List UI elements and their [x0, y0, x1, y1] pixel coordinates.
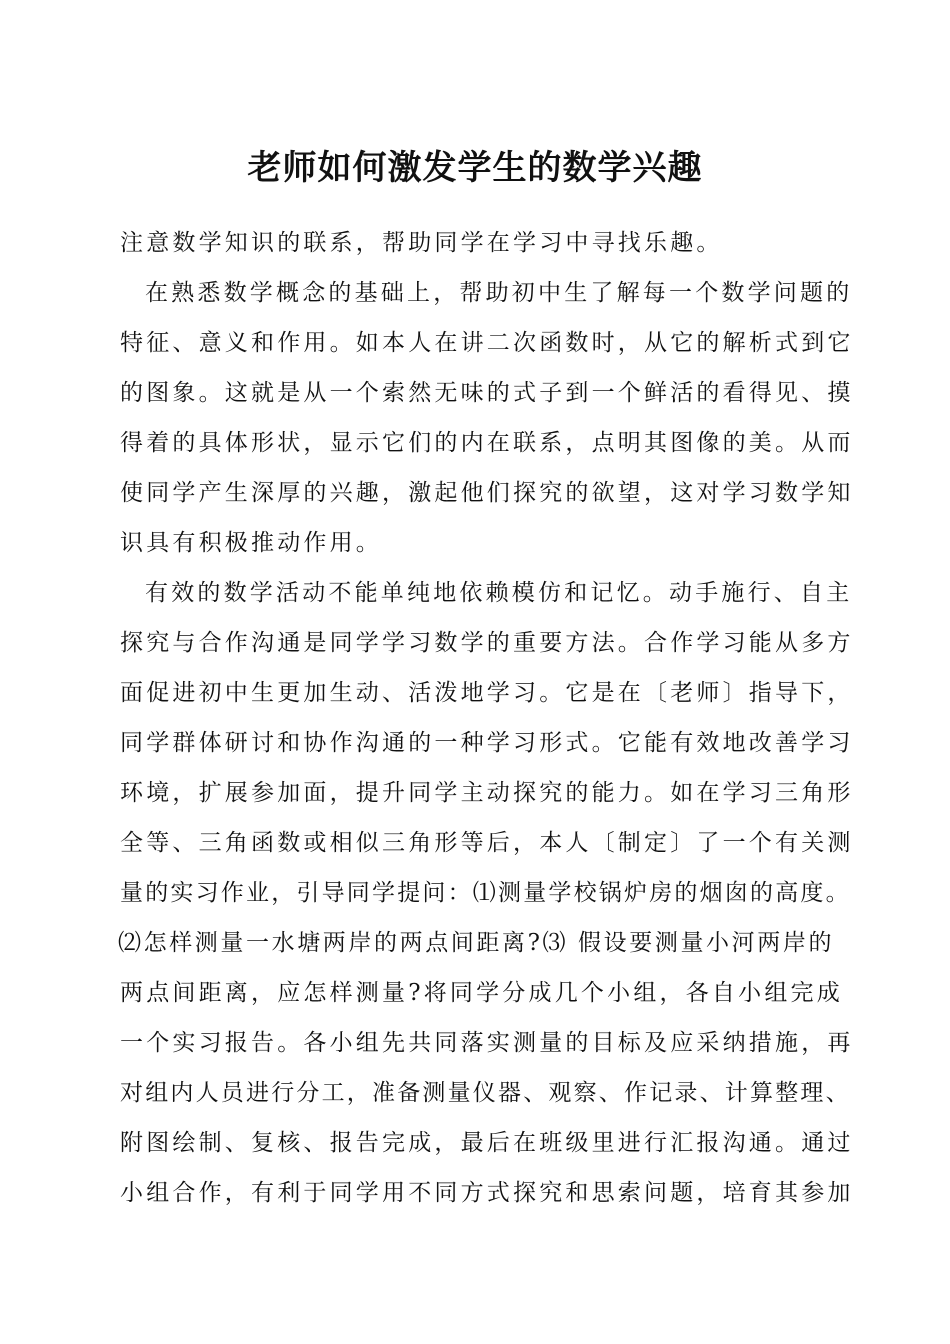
text-line-11: 同学群体研讨和协作沟通的一种学习形式。它能有效地改善学习 — [120, 730, 854, 756]
text-line-1: 注意数学知识的联系，帮助同学在学习中寻找乐趣。 — [120, 230, 723, 256]
text-line-5: 得着的具体形状，显示它们的内在联系，点明其图像的美。从而 — [120, 430, 854, 456]
text-line-2: 在熟悉数学概念的基础上，帮助初中生了解每一个数学问题的 — [145, 280, 853, 306]
text-line-20: 小组合作，有利于同学用不同方式探究和思索问题，培育其参加 — [120, 1180, 854, 1206]
text-line-17: 一个实习报告。各小组先共同落实测量的目标及应采纳措施，再 — [120, 1030, 854, 1056]
document-title: 老师如何激发学生的数学兴趣 — [247, 148, 703, 188]
text-line-6: 使同学产生深厚的兴趣，激起他们探究的欲望，这对学习数学知 — [120, 480, 854, 506]
text-line-13: 全等、三角函数或相似三角形等后，本人〔制定〕了一个有关测 — [120, 830, 854, 856]
text-line-9: 探究与合作沟通是同学学习数学的重要方法。合作学习能从多方 — [120, 630, 854, 656]
text-line-16: 两点间距离，应怎样测量?将同学分成几个小组，各自小组完成 — [120, 980, 843, 1006]
text-line-7: 识具有积极推动作用。 — [120, 530, 382, 556]
text-line-15: ⑵怎样测量一水塘两岸的两点间距离?⑶ 假设要测量小河两岸的 — [118, 930, 835, 956]
text-line-19: 附图绘制、复核、报告完成，最后在班级里进行汇报沟通。通过 — [120, 1130, 854, 1156]
text-line-3: 特征、意义和作用。如本人在讲二次函数时，从它的解析式到它 — [120, 330, 854, 356]
text-line-10: 面促进初中生更加生动、活泼地学习。它是在〔老师〕指导下， — [120, 680, 854, 706]
text-line-4: 的图象。这就是从一个索然无味的式子到一个鲜活的看得见、摸 — [120, 380, 854, 406]
text-line-12: 环境，扩展参加面，提升同学主动探究的能力。如在学习三角形 — [120, 780, 854, 806]
text-line-18: 对组内人员进行分工，准备测量仪器、观察、作记录、计算整理、 — [120, 1080, 851, 1106]
text-line-14: 量的实习作业，引导同学提问：⑴测量学校锅炉房的烟囱的高度。 — [120, 880, 851, 906]
text-line-8: 有效的数学活动不能单纯地依赖模仿和记忆。动手施行、自主 — [145, 580, 853, 606]
